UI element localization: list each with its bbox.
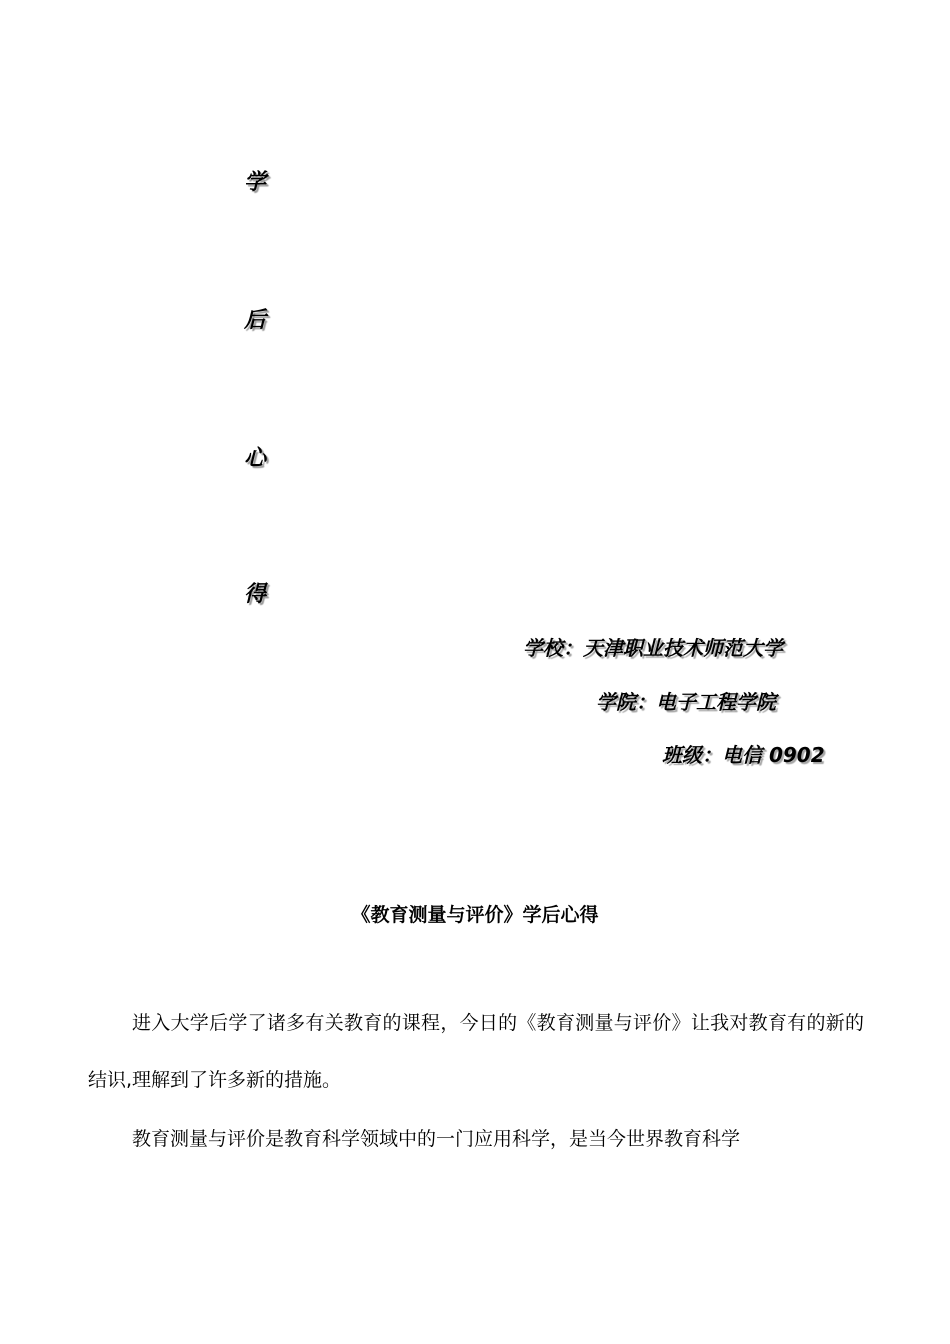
vertical-title-char-2: 后 [244,308,267,333]
class-line: 班级：电信 0902 [662,743,825,767]
college-line: 学院：电子工程学院 [596,690,776,714]
document-title: 《教育测量与评价》学后心得 [351,904,599,926]
paragraph-2: 教育测量与评价是教育科学领域中的一门应用科学，是当今世界教育科学 [132,1128,741,1150]
paragraph-1: 进入大学后学了诸多有关教育的课程，今日的《教育测量与评价》让我对教育有的新的结识,理解到了许多新的措施。 [88,1012,864,1091]
vertical-title-char-4: 得 [244,582,267,607]
school-line: 学校：天津职业技术师范大学 [523,636,783,660]
vertical-title-char-1: 学 [244,170,267,195]
vertical-title-char-3: 心 [244,446,267,471]
